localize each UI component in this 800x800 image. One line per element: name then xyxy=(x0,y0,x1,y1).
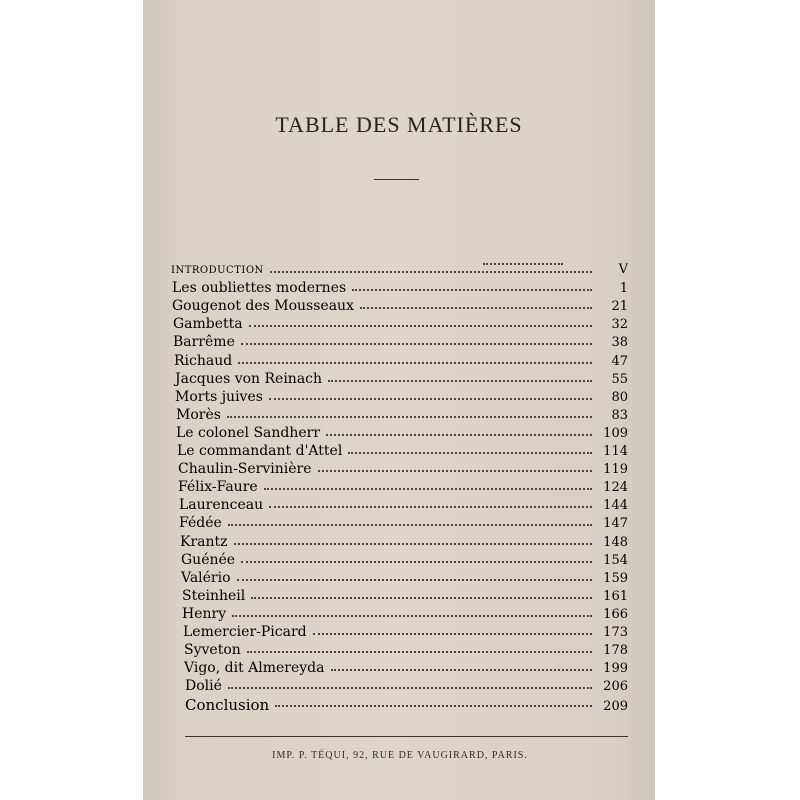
toc-dot-leader xyxy=(352,289,592,291)
toc-entry-label: Valério xyxy=(181,569,231,586)
toc-dot-leader xyxy=(237,579,592,581)
toc-entry xyxy=(171,262,628,280)
toc-entry-label: Conclusion xyxy=(185,696,270,715)
toc-dot-leader xyxy=(328,380,592,382)
toc-entry-label: Krantz xyxy=(180,533,228,550)
toc-entry-page: 148 xyxy=(603,534,628,550)
toc-entry-label: INTRODUCTION xyxy=(171,265,264,276)
toc-entry-page: 83 xyxy=(611,407,628,423)
toc-entry xyxy=(181,570,628,588)
toc-entry xyxy=(175,371,628,389)
toc-entry-page: 144 xyxy=(603,498,628,514)
toc-dot-leader xyxy=(269,398,592,400)
toc-entry-page: 55 xyxy=(611,371,628,387)
toc-entry-page: 206 xyxy=(603,679,628,695)
toc-dot-leader xyxy=(264,488,592,490)
toc-dot-leader xyxy=(241,561,592,563)
toc-entry xyxy=(176,425,628,443)
toc-entry-label: Steinheil xyxy=(182,587,246,604)
toc-dot-leader xyxy=(241,343,592,345)
toc-entry-page: 178 xyxy=(603,643,628,659)
toc-entry-label: Richaud xyxy=(174,352,233,369)
toc-entry-page: 109 xyxy=(603,425,628,441)
toc-entry-label: Dolié xyxy=(185,678,222,695)
toc-entry-page: 114 xyxy=(603,444,628,459)
toc-dot-leader xyxy=(247,651,592,653)
toc-dot-leader xyxy=(228,524,592,526)
toc-dot-leader xyxy=(227,416,592,418)
toc-dot-leader xyxy=(249,325,592,327)
toc-entry-page: 119 xyxy=(603,462,628,478)
toc-entry xyxy=(174,353,628,371)
toc-entry-page: 21 xyxy=(611,299,628,315)
toc-entry xyxy=(179,515,628,533)
toc-entry-page: 147 xyxy=(603,516,628,532)
toc-entry-page: 209 xyxy=(603,699,628,715)
toc-dot-leader xyxy=(228,687,592,689)
toc-entry-page: 124 xyxy=(603,480,628,496)
toc-entry-label: Guénée xyxy=(181,551,236,568)
toc-dot-leader xyxy=(313,633,592,635)
toc-entry xyxy=(176,407,628,425)
toc-entry xyxy=(181,552,628,570)
toc-dot-leader xyxy=(318,470,592,472)
toc-entry-page: 80 xyxy=(611,389,628,405)
toc-entry xyxy=(185,678,628,696)
toc-entry-label: Morts juives xyxy=(175,388,263,405)
toc-entry-label: Gougenot des Mousseaux xyxy=(172,298,354,315)
toc-entry xyxy=(173,316,628,334)
toc-entry-label: Les oubliettes modernes xyxy=(172,280,347,297)
toc-dot-leader xyxy=(232,615,592,617)
toc-entry-label: Lemercier-Picard xyxy=(183,624,307,640)
toc-entry-label: Fédée xyxy=(179,515,222,532)
toc-entry-label: Laurenceau xyxy=(179,497,264,514)
toc-entry-page: 32 xyxy=(611,317,628,333)
toc-entry xyxy=(178,461,628,479)
footer-rule xyxy=(185,736,628,737)
toc-entry xyxy=(172,280,628,298)
toc-entry-label: Barrême xyxy=(173,334,235,351)
toc-dot-leader xyxy=(270,271,592,273)
toc-entry xyxy=(173,334,628,352)
toc-entry-label: Le commandant d'Attel xyxy=(177,443,343,459)
toc-entry-label: Le colonel Sandherr xyxy=(176,424,321,441)
toc-dot-leader xyxy=(251,597,592,599)
toc-entry xyxy=(185,696,628,714)
toc-entry-page: 38 xyxy=(611,335,628,351)
printer-imprint: IMP. P. TÉQUI, 92, RUE DE VAUGIRARD, PARIS. xyxy=(272,750,528,761)
toc-entry xyxy=(179,497,628,515)
toc-entry xyxy=(175,389,628,407)
toc-entry-page: 161 xyxy=(603,588,628,604)
toc-entry xyxy=(180,534,628,552)
toc-entry xyxy=(182,606,628,624)
toc-entry xyxy=(183,624,628,642)
toc-entry-page: 199 xyxy=(603,661,628,677)
toc-dot-leader xyxy=(360,307,592,309)
toc-dot-leader xyxy=(234,543,592,545)
toc-entry-label: Henry xyxy=(182,605,227,622)
toc-entry xyxy=(184,660,628,678)
toc-entry-page: 166 xyxy=(603,606,628,622)
toc-dot-leader xyxy=(238,362,592,364)
toc-entry xyxy=(172,298,628,316)
toc-entry-label: Jacques von Reinach xyxy=(175,370,323,387)
toc-entry xyxy=(177,443,628,461)
toc-entry-page: 47 xyxy=(611,353,628,369)
toc-dot-leader xyxy=(326,434,592,436)
toc-dot-leader xyxy=(331,669,593,671)
toc-dot-leader xyxy=(348,452,592,454)
toc-entry-page: 159 xyxy=(603,570,628,586)
toc-entry xyxy=(178,479,628,497)
toc-entry-label: Syveton xyxy=(184,642,241,659)
toc-entry-label: Chaulin-Servinière xyxy=(178,461,312,478)
toc-entry xyxy=(182,588,628,606)
toc-entry-page: V xyxy=(618,262,628,277)
toc-dot-leader xyxy=(275,705,592,707)
toc-dot-leader xyxy=(269,506,592,508)
toc-entry-page: 173 xyxy=(603,625,628,640)
toc-entry-label: Gambetta xyxy=(173,316,243,333)
toc-entry-label: Vigo, dit Almereyda xyxy=(184,660,325,677)
toc-entry-label: Morès xyxy=(176,406,221,423)
toc-entry-page: 1 xyxy=(619,281,628,297)
page-title: TABLE DES MATIÈRES xyxy=(275,112,523,137)
toc-entry xyxy=(184,642,628,660)
toc-entry-label: Félix-Faure xyxy=(178,479,258,496)
toc-entry-page: 154 xyxy=(603,552,628,568)
